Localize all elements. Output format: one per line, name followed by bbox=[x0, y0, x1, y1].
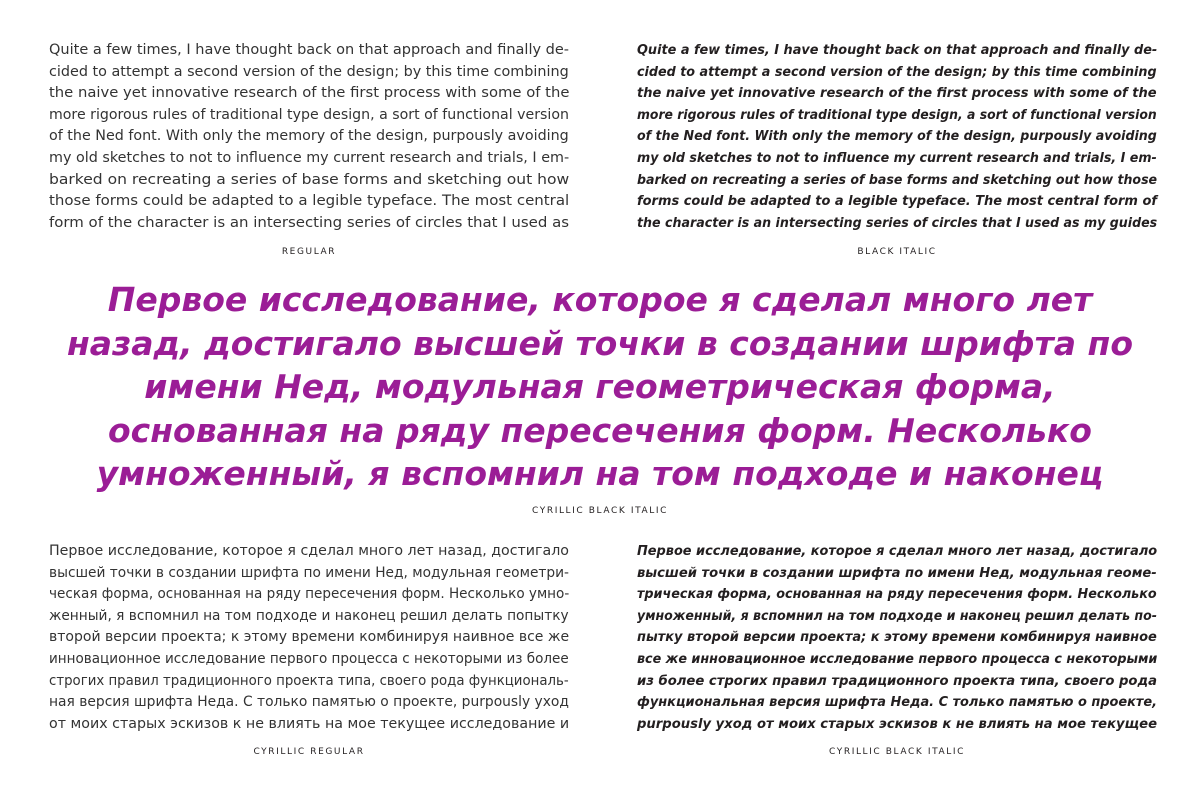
paragraph-line: cided to attempt a second version of the design; by this time combining bbox=[49, 63, 569, 80]
paragraph-line: barked on recreating a series of base forms and sketching out how bbox=[49, 171, 570, 188]
paragraph-line: Первое исследование, которое я сделал много лет назад, достигало bbox=[637, 543, 1158, 559]
paragraph-line: Quite a few times, I have thought back on that approach and finally de- bbox=[49, 42, 570, 58]
cyrillic-regular-paragraph bbox=[49, 541, 615, 735]
paragraph-line: умноженный, я вспомнил на том подходе и наконец решил делать по- bbox=[637, 607, 1157, 624]
paragraph-line: второй версии проекта; к этому времени комбинируя наивное все же bbox=[49, 629, 570, 646]
caption-cyrillic-black-italic: CYRILLIC BLACK ITALIC bbox=[829, 747, 965, 757]
hero-line: имени Нед, модульная геометрическая форма, bbox=[144, 367, 1056, 406]
paragraph-line: Первое исследование, которое я сделал много лет назад, достигало bbox=[49, 543, 569, 559]
paragraph-line: инновационное исследование первого процесса с некоторыми из более bbox=[49, 650, 569, 667]
paragraph-line: purpously уход от моих старых эскизов к не влиять на мое текущее bbox=[637, 715, 1158, 732]
paragraph-line: the naive yet innovative research of the first process with some of the bbox=[49, 85, 570, 102]
paragraph-line: функциональная версия шрифта Неда. С только памятью о проекте, bbox=[637, 694, 1158, 711]
paragraph-line: form of the character is an intersecting series of circles that I used as bbox=[49, 214, 570, 231]
paragraph-line: все же инновационное исследование первого процесса с некоторыми bbox=[637, 650, 1158, 667]
paragraph-line: женный, я вспомнил на том подходе и наконец решил делать попытку bbox=[49, 607, 569, 624]
paragraph-line: пытку второй версии проекта; к этому времени комбинируя наивное bbox=[637, 629, 1157, 646]
caption-cyrillic-regular: CYRILLIC REGULAR bbox=[253, 747, 365, 757]
hero-line: основанная на ряду пересечения форм. Несколько bbox=[108, 410, 1092, 450]
paragraph-line: ная версия шрифта Неда. С только памятью о проекте, purpously уход bbox=[49, 694, 569, 711]
caption-black-italic: BLACK ITALIC bbox=[857, 247, 937, 257]
hero-line: назад, достигало высшей точки в создании шрифта по bbox=[66, 323, 1134, 363]
paragraph-line: those forms could be adapted to a legible typeface. The most central bbox=[49, 193, 570, 210]
hero-cyrillic-display bbox=[0, 278, 1200, 496]
hero-line: умноженный, я вспомнил на том подходе и наконец bbox=[96, 454, 1104, 493]
paragraph-line: от моих старых эскизов к не влиять на мое текущее исследование и bbox=[49, 715, 570, 732]
paragraph-line: more rigorous rules of traditional type design, a sort of functional version bbox=[49, 106, 569, 123]
cyrillic-black-italic-paragraph bbox=[637, 541, 1199, 735]
paragraph-line: строгих правил традиционного проекта типа, своего рода функциональ- bbox=[49, 672, 569, 689]
paragraph-line: the naive yet innovative research of the first process with some of the bbox=[637, 85, 1157, 102]
paragraph-line: more rigorous rules of traditional type design, a sort of functional version bbox=[637, 106, 1157, 123]
paragraph-line: my old sketches to not to influence my current research and trials, I em- bbox=[49, 149, 570, 166]
paragraph-line: трическая форма, основанная на ряду пересечения форм. Несколько bbox=[637, 586, 1157, 603]
paragraph-line: forms could be adapted to a legible typeface. The most central form of bbox=[637, 193, 1158, 210]
english-regular-paragraph bbox=[49, 40, 582, 234]
paragraph-line: высшей точки в создании шрифта по имени Нед, модульная геоме- bbox=[637, 564, 1157, 581]
caption-hero: CYRILLIC BLACK ITALIC bbox=[532, 506, 668, 516]
hero-line: Первое исследование, которое я сделал много лет bbox=[107, 280, 1093, 319]
paragraph-line: ческая форма, основанная на ряду пересечения форм. Несколько умно- bbox=[49, 586, 570, 603]
paragraph-line: the character is an intersecting series of circles that I used as my guides bbox=[637, 214, 1158, 231]
english-black-italic-paragraph bbox=[637, 40, 1200, 234]
paragraph-line: barked on recreating a series of base forms and sketching out how those bbox=[637, 171, 1158, 188]
paragraph-line: of the Ned font. With only the memory of the design, purpously avoiding bbox=[49, 128, 569, 145]
paragraph-line: из более строгих правил традиционного проекта типа, своего рода bbox=[637, 672, 1158, 689]
paragraph-line: высшей точки в создании шрифта по имени Нед, модульная геометри- bbox=[49, 564, 569, 581]
paragraph-line: Quite a few times, I have thought back on that approach and finally de- bbox=[637, 42, 1158, 58]
paragraph-line: my old sketches to not to influence my current research and trials, I em- bbox=[637, 149, 1157, 166]
paragraph-line: cided to attempt a second version of the design; by this time combining bbox=[637, 63, 1157, 80]
paragraph-line: of the Ned font. With only the memory of the design, purpously avoiding bbox=[637, 128, 1157, 145]
caption-regular: REGULAR bbox=[281, 247, 337, 257]
